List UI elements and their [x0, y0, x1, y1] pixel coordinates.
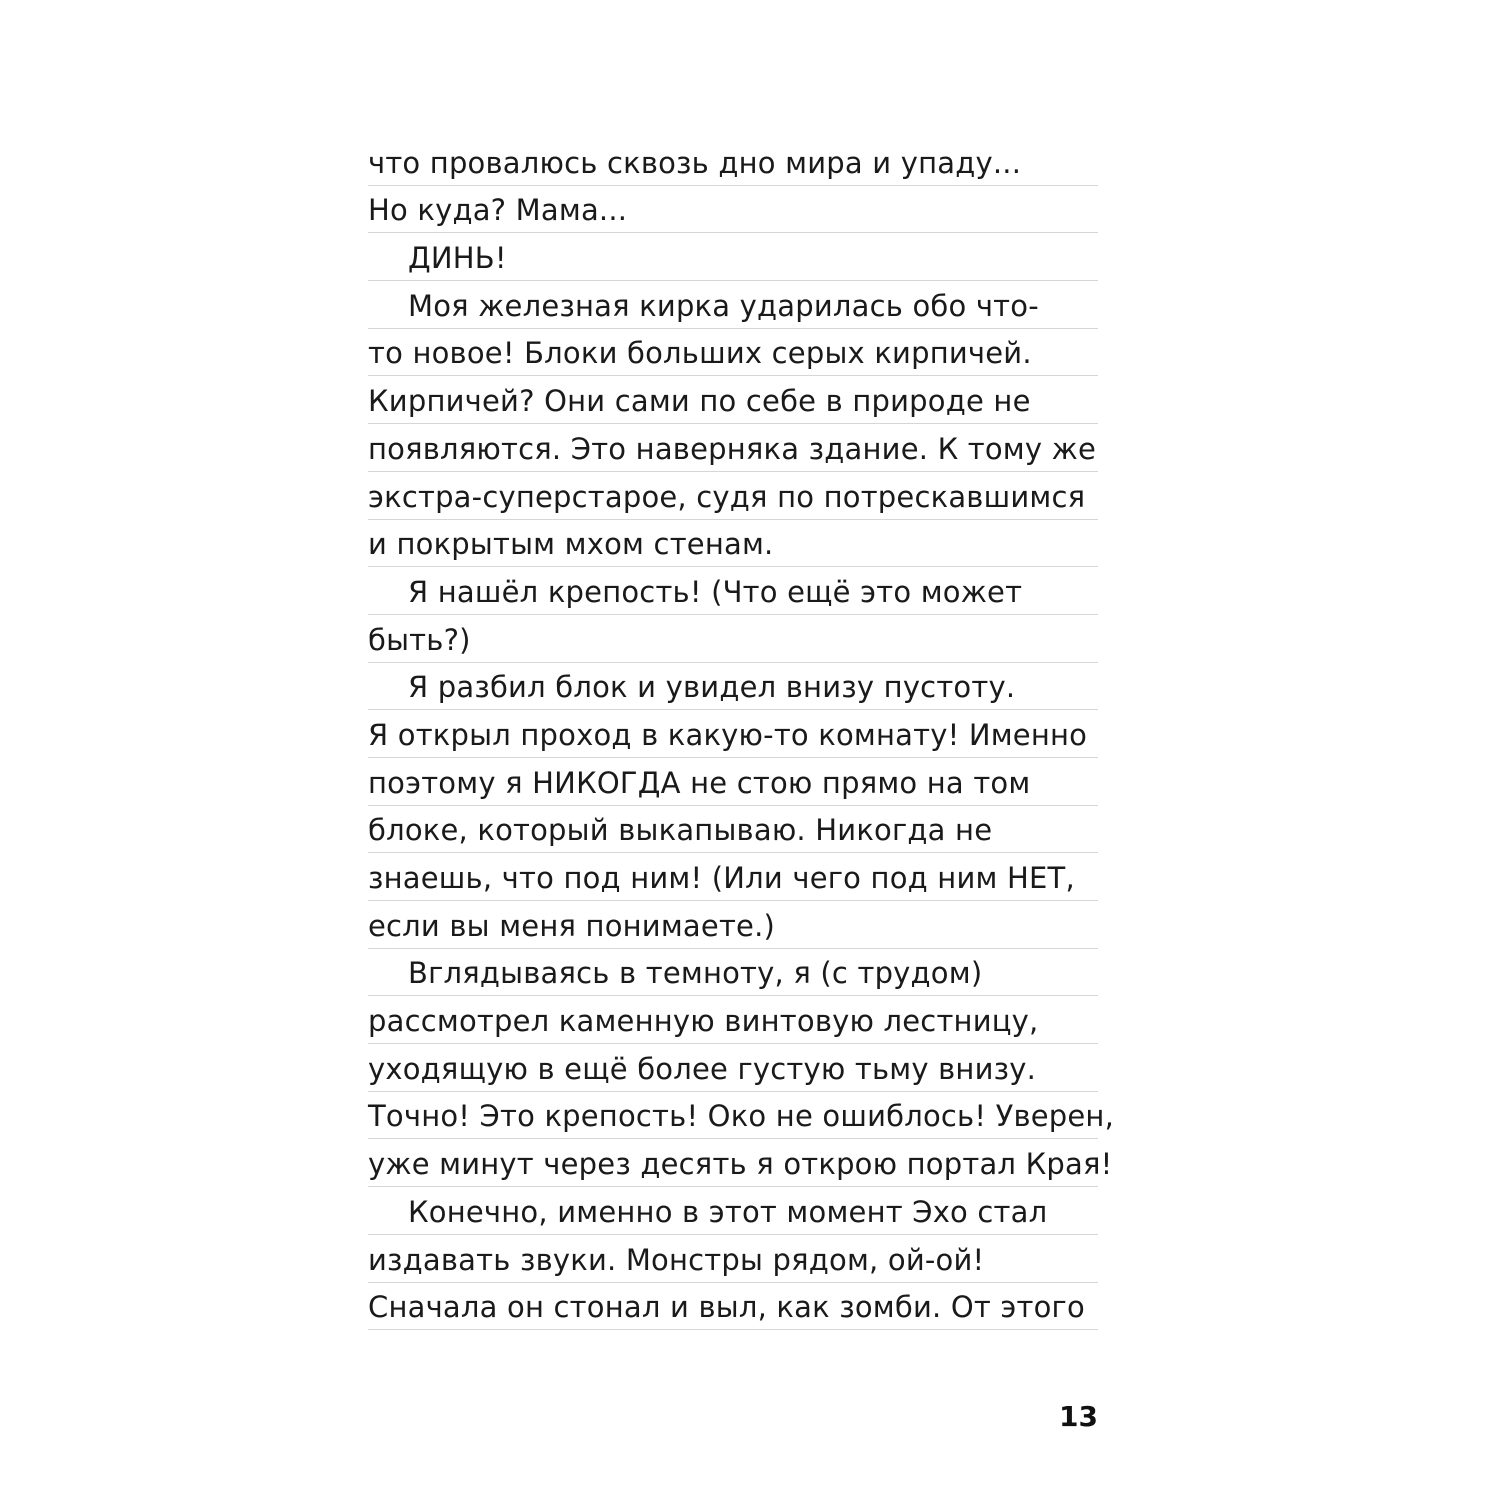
text-line — [368, 1187, 1098, 1235]
text-line — [368, 281, 1098, 329]
line-text: уходящую в ещё более густую тьму внизу. — [368, 1051, 1037, 1086]
line-text: Кирпичей? Они сами по себе в природе не — [368, 384, 1031, 419]
text-line — [368, 806, 1098, 854]
text-line — [368, 567, 1098, 615]
text-line — [368, 1235, 1098, 1283]
text-line — [368, 1139, 1113, 1187]
text-line — [368, 520, 1098, 568]
text-line — [368, 663, 1098, 711]
line-text: Я нашёл крепость! (Что ещё это может — [408, 574, 1023, 609]
text-line — [368, 424, 1098, 472]
line-text: то новое! Блоки больших серых кирпичей. — [368, 336, 1032, 371]
text-line — [368, 615, 1098, 663]
line-text: знаешь, что под ним! (Или чего под ним НЕТ, — [368, 861, 1075, 895]
line-text: и покрытым мхом стенам. — [368, 527, 774, 562]
line-text: уже минут через десять я открою портал Края! — [368, 1147, 1113, 1182]
line-text: экстра-суперстарое, судя по потрескавшимся — [368, 479, 1086, 514]
text-line — [368, 233, 1098, 281]
line-text: появляются. Это наверняка здание. К тому же — [368, 431, 1097, 466]
line-text: ДИНЬ! — [408, 241, 507, 276]
line-text: Сначала он стонал и выл, как зомби. От этого — [368, 1290, 1085, 1325]
text-line — [368, 996, 1098, 1044]
line-text: Точно! Это крепость! Око не ошиблось! Уверен, — [368, 1099, 1115, 1134]
line-text: рассмотрел каменную винтовую лестницу, — [368, 1004, 1039, 1039]
text-line — [368, 1092, 1115, 1140]
text-line — [368, 138, 1098, 186]
line-text: Вглядываясь в темноту, я (с трудом) — [408, 956, 983, 991]
text-line — [368, 758, 1098, 806]
text-line — [368, 376, 1098, 424]
line-text: поэтому я НИКОГДА не стою прямо на том — [368, 765, 1031, 800]
text-line — [368, 472, 1098, 520]
line-text: что провалюсь сквозь дно мира и упаду... — [368, 145, 1022, 180]
text-line — [368, 329, 1098, 377]
text-line — [368, 853, 1098, 901]
line-text: Но куда? Мама... — [368, 193, 628, 228]
line-text: если вы меня понимаете.) — [368, 908, 776, 943]
line-text: быть?) — [368, 622, 471, 657]
text-line — [368, 710, 1098, 758]
text-line — [368, 1044, 1098, 1092]
line-text: Я открыл проход в какую-то комнату! Именно — [368, 717, 1088, 752]
text-line — [368, 901, 1098, 949]
text-line — [368, 949, 1098, 997]
text-line — [368, 186, 1098, 234]
line-text: издавать звуки. Монстры рядом, ой-ой! — [368, 1242, 985, 1277]
line-text: Моя железная кирка ударилась обо что- — [408, 288, 1039, 323]
line-text: Конечно, именно в этот момент Эхо стал — [408, 1194, 1048, 1229]
line-text: Я разбил блок и увидел внизу пустоту. — [408, 670, 1016, 705]
line-text: блоке, который выкапываю. Никогда не — [368, 813, 993, 848]
page-number: 13 — [1059, 1400, 1098, 1433]
text-line — [368, 1283, 1098, 1331]
page-text-block — [368, 138, 1115, 1330]
